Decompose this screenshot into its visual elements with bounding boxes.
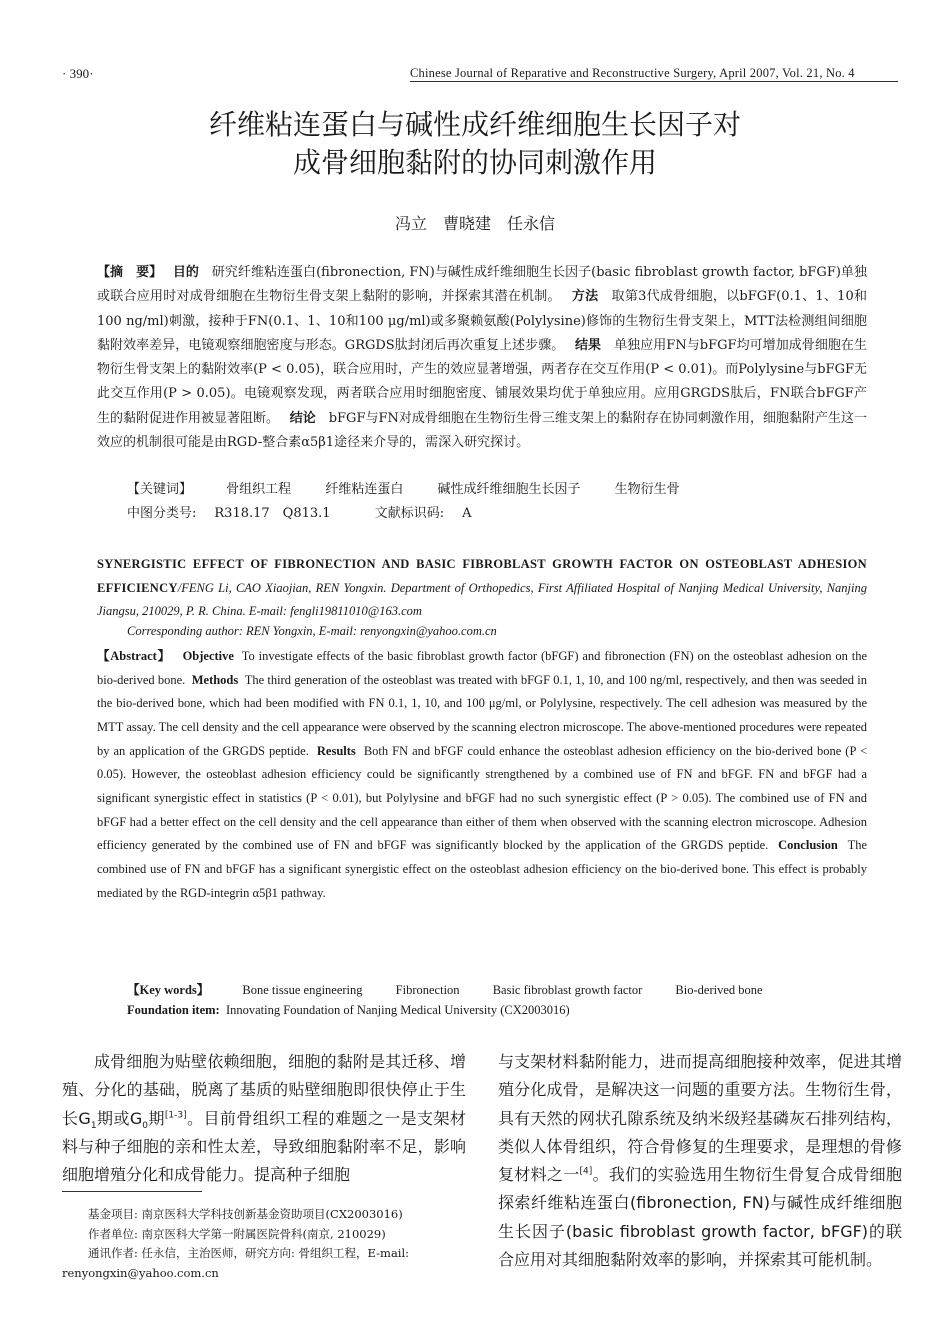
- objective-label: 目的: [172, 265, 199, 280]
- method-label: 方法: [571, 289, 599, 305]
- en-objective-text: To investigate effects of the basic fibroblast growth factor (bFGF) and fibronection (FN) on the osteoblast adhesion on the bio-derived bone.: [97, 649, 868, 687]
- keyword: 生物衍生骨: [614, 482, 680, 497]
- citation-ref: [4]: [579, 1166, 593, 1177]
- foundation-text: Innovating Foundation of Nanjing Medical University (CX2003016): [225, 1003, 570, 1017]
- english-keywords: [127, 980, 793, 998]
- english-title-block: [97, 553, 867, 624]
- footnotes: [62, 1205, 466, 1283]
- en-abstract-label: 【Abstract】: [97, 649, 171, 663]
- footnote-email: renyongxin@yahoo.com.cn: [62, 1265, 219, 1280]
- clc-label: 中图分类号:: [127, 506, 197, 521]
- body-text: 。目前骨组织工程的难题之一是支架材料与种子细胞的亲和性太差，导致细胞黏附率不足，影响细胞增殖分化和成骨能力。提高种子细胞: [62, 1108, 466, 1185]
- en-keywords-label: 【Key words】: [127, 983, 210, 997]
- body-text: 期或G: [96, 1108, 143, 1128]
- authors: 冯立 曹晓建 任永信: [394, 214, 555, 233]
- page-number: · 390·: [62, 66, 94, 81]
- conclusion-label: 结论: [289, 410, 316, 426]
- body-text: 成骨细胞为贴壁依赖细胞，细胞的黏附是其迁移、增殖、分化的基础，脱离了基质的贴壁细胞即很快停止于生长G: [62, 1052, 466, 1128]
- body-text: 与支架材料黏附能力，进而提高细胞接种效率，促进其增殖分化成骨，是解决这一问题的重要方法。生物衍生骨，具有天然的网状孔隙系统及纳米级羟基磷灰石排列结构，类似人体骨组织，符合骨修复的生理要求，是理想的骨修复材料之一: [498, 1052, 902, 1185]
- en-keyword: Bio-derived bone: [675, 983, 763, 997]
- footnote-rule: [62, 1191, 202, 1192]
- body-column-left: [62, 1048, 466, 1189]
- header-rule: [410, 81, 898, 82]
- english-title: SYNERGISTIC EFFECT OF FIBRONECTION AND BASIC FIBROBLAST GROWTH FACTOR ON OSTEOBLAST ADHESION EFFICIENCY: [97, 557, 867, 595]
- keyword: 碱性成纤维细胞生长因子: [437, 482, 581, 497]
- en-keyword: Basic fibroblast growth factor: [492, 983, 643, 997]
- clc-value: R318.17 Q813.1: [214, 506, 331, 521]
- chinese-keywords: [127, 478, 710, 497]
- citation-ref: [1-3]: [164, 1110, 187, 1121]
- footnote-corresponding: 通讯作者: 任永信，主治医师，研究方向: 骨组织工程，E-mail:: [88, 1246, 410, 1260]
- en-objective-label: Objective: [182, 649, 234, 663]
- en-results-label: Results: [316, 743, 356, 758]
- subscript: 1: [90, 1120, 97, 1131]
- result-text: 单独应用FN与bFGF均可增加成骨细胞在生物衍生骨支架上的黏附效率(P < 0.05)，联合应用时，产生的效应显著增强，两者存在交互作用(P < 0.01)。而Polylysine与bFGF无此交互作用(P > 0.05)。电镜观察发现，两者联合应用时细胞密度、铺展效果均优于单独应用。应用GRGDS肽后，FN联合bFGF产生的黏附促进作用被显著阻断。: [97, 337, 867, 426]
- corresponding-author: Corresponding author: REN Yongxin, E-mail: renyongxin@yahoo.com.cn: [127, 624, 497, 638]
- abstract-label: 【摘 要】: [97, 265, 156, 280]
- result-label: 结果: [575, 337, 602, 353]
- body-text: 。我们的实验选用生物衍生骨复合成骨细胞探索纤维粘连蛋白(fibronection, FN)与碱性成纤维细胞生长因子(basic fibroblast growth factor, bFGF)的联合应用对其细胞黏附效率的影响，并探索其可能机制。: [498, 1165, 902, 1270]
- article-title: [60, 106, 890, 182]
- conclusion-text: bFGF与FN对成骨细胞在生物衍生骨三维支架上的黏附存在协同刺激作用，细胞黏附产生这一效应的机制很可能是由RGD-整合素α5β1途径来介导的，需深入研究探讨。: [97, 410, 867, 451]
- english-abstract: [97, 645, 867, 905]
- en-keyword: Bone tissue engineering: [242, 983, 363, 997]
- english-authors-affiliation: /FENG Li, CAO Xiaojian, REN Yongxin. Department of Orthopedics, First Affiliated Hospital of Nanjing Medical University, Nanjing Jiangsu, 210029, P. R. China. E-mail: fengli19811010@163.com: [97, 580, 867, 618]
- en-results-text: Both FN and bFGF could enhance the osteoblast adhesion efficiency on the bio-derived bone (P < 0.05). However, the osteoblast adhesion efficiency could be significantly strengthened by a combined use of FN and bFGF. FN and bFGF had a significant synergistic effect in statistics (P < 0.01), but Polylysine and bFGF had no such synergistic effect (P > 0.05). The combined use of FN and bFGF had a better effect on the cell density and the cell appearance than either of them when observed with the scanning electron microscope. Adhesion efficiency generated by the combined use of FN and bFGF was significantly blocked by the application of the GRGDS peptide.: [97, 743, 868, 853]
- method-text: 取第3代成骨细胞，以bFGF(0.1、1、10和100 ng/ml)刺激，接种于FN(0.1、1、10和100 μg/ml)或多聚赖氨酸(Polylysine)修饰的生物衍生骨支架上，MTT法检测组间细胞黏附效率差异，电镜观察细胞密度与形态。GRGDS肽封闭后再次重复上述步骤。: [97, 289, 867, 353]
- subscript: 0: [142, 1120, 149, 1131]
- objective-text: 研究纤维粘连蛋白(fibronection, FN)与碱性成纤维细胞生长因子(basic fibroblast growth factor, bFGF)单独或联合应用时对成骨细胞在生物衍生骨支架上黏附的影响，并探索其潜在机制。: [97, 265, 867, 305]
- keywords-label: 【关键词】: [127, 482, 193, 497]
- en-methods-text: The third generation of the osteoblast was treated with bFGF 0.1, 1, 10, and 100 ng/ml, respectively, and then was seeded in the bio-derived bone, which had been modified with FN 0.1, 1, 10, and 100 μg/ml, or Polylysine, respectively. The cell adhesion was measured by the MTT assay. The cell density and the cell appearance were observed by the scanning electron microscope. The above-mentioned procedures were repeated by an application of the GRGDS peptide.: [97, 672, 867, 758]
- keyword: 骨组织工程: [226, 482, 292, 497]
- en-methods-label: Methods: [191, 672, 239, 687]
- title-line-2: 成骨细胞黏附的协同刺激作用: [292, 146, 657, 179]
- chinese-abstract: [97, 261, 867, 455]
- body-text: 期: [148, 1108, 165, 1128]
- body-column-right: [498, 1048, 902, 1274]
- classification-line: [127, 502, 489, 521]
- footnote-fund: 基金项目: 南京医科大学科技创新基金资助项目(CX2003016): [88, 1207, 403, 1221]
- footnote-unit: 作者单位: 南京医科大学第一附属医院骨科(南京, 210029): [88, 1226, 386, 1241]
- doc-code-label: 文献标识码:: [374, 506, 445, 521]
- english-foundation: [127, 1003, 570, 1018]
- en-conclusion-label: Conclusion: [778, 838, 838, 853]
- foundation-label: Foundation item:: [127, 1003, 220, 1017]
- keyword: 纤维粘连蛋白: [325, 482, 404, 497]
- title-line-1: 纤维粘连蛋白与碱性成纤维细胞生长因子对: [208, 108, 741, 141]
- journal-header: Chinese Journal of Reparative and Reconstructive Surgery, April 2007, Vol. 21, No. 4: [410, 66, 855, 80]
- en-keyword: Fibronection: [395, 983, 460, 997]
- doc-code-value: A: [462, 506, 472, 521]
- en-conclusion-text: The combined use of FN and bFGF has a significant synergistic effect on the osteoblast adhesion efficiency on the bio-derived bone. This effect is probably mediated by the RGD-integrin α5β1 pathway.: [97, 838, 868, 900]
